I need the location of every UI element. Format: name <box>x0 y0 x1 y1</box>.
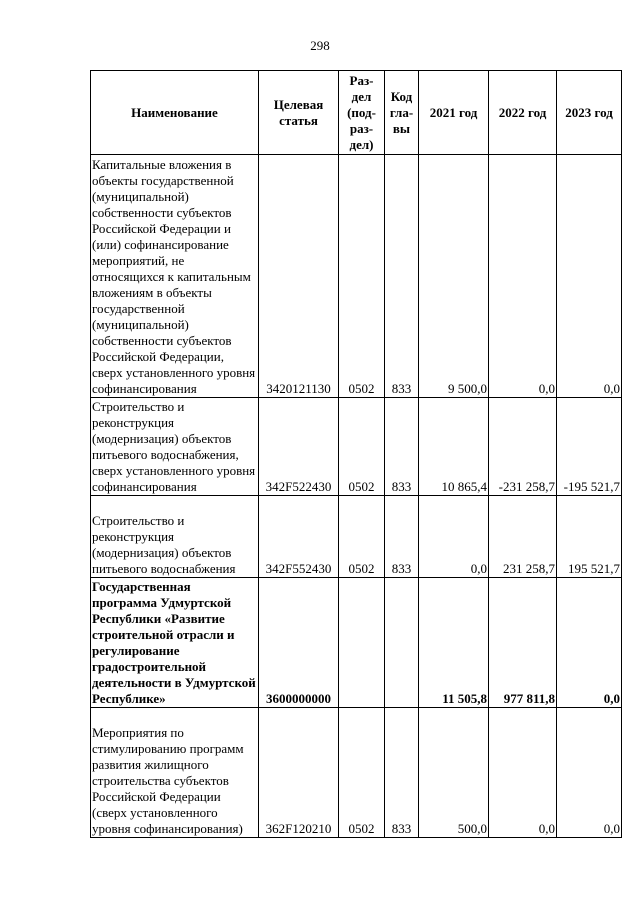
row-chapter: 833 <box>385 496 419 578</box>
row-2021: 10 865,4 <box>419 398 489 496</box>
row-target: 3420121130 <box>259 155 339 398</box>
row-target: 342F552430 <box>259 496 339 578</box>
header-name: Наименование <box>91 71 259 155</box>
row-2022: 0,0 <box>489 708 557 838</box>
row-2023: 195 521,7 <box>557 496 622 578</box>
header-chapter: Код гла-вы <box>385 71 419 155</box>
row-section: 0502 <box>339 398 385 496</box>
row-2022: 231 258,7 <box>489 496 557 578</box>
row-section: 0502 <box>339 496 385 578</box>
row-target: 3600000000 <box>259 578 339 708</box>
row-name: Мероприятия по стимулированию программ развития жилищного строительства субъектов Российской Федерации (сверх установленного уровня софинансирования) <box>91 708 259 838</box>
row-2021: 9 500,0 <box>419 155 489 398</box>
row-section: 0502 <box>339 708 385 838</box>
header-2023: 2023 год <box>557 71 622 155</box>
header-section: Раз-дел (под-раз-дел) <box>339 71 385 155</box>
row-name: Строительство и реконструкция (модернизация) объектов питьевого водоснабжения <box>91 496 259 578</box>
row-target: 342F522430 <box>259 398 339 496</box>
row-2023: 0,0 <box>557 578 622 708</box>
row-2021: 500,0 <box>419 708 489 838</box>
row-2021: 0,0 <box>419 496 489 578</box>
row-2023: 0,0 <box>557 155 622 398</box>
table-row <box>91 155 622 398</box>
row-section: 0502 <box>339 155 385 398</box>
row-name: Капитальные вложения в объекты государственной (муниципальной) собственности субъектов Российской Федерации и (или) софинансирование мероприятий, не относящихся к капитальным вложениям в объекты государственной (муниципальной) собственности субъектов Российской Федерации, сверх установленного уровня софинансирования <box>91 155 259 398</box>
row-2023: 0,0 <box>557 708 622 838</box>
row-chapter <box>385 578 419 708</box>
header-row <box>91 71 622 155</box>
row-2022: 977 811,8 <box>489 578 557 708</box>
page-number: 298 <box>310 38 330 53</box>
table-row <box>91 708 622 838</box>
row-2022: 0,0 <box>489 155 557 398</box>
table-row <box>91 398 622 496</box>
table-row <box>91 578 622 708</box>
header-target: Целевая статья <box>259 71 339 155</box>
row-2021: 11 505,8 <box>419 578 489 708</box>
row-name: Государственная программа Удмуртской Республики «Развитие строительной отрасли и регулирование градостроительной деятельности в Удмуртской Республике» <box>91 578 259 708</box>
header-2022: 2022 год <box>489 71 557 155</box>
row-name: Строительство и реконструкция (модернизация) объектов питьевого водоснабжения, сверх установленного уровня софинансирования <box>91 398 259 496</box>
header-2021: 2021 год <box>419 71 489 155</box>
row-chapter: 833 <box>385 708 419 838</box>
row-chapter: 833 <box>385 155 419 398</box>
row-target: 362F120210 <box>259 708 339 838</box>
row-2022: -231 258,7 <box>489 398 557 496</box>
row-section <box>339 578 385 708</box>
table-row <box>91 496 622 578</box>
row-chapter: 833 <box>385 398 419 496</box>
budget-table <box>90 70 622 838</box>
row-2023: -195 521,7 <box>557 398 622 496</box>
